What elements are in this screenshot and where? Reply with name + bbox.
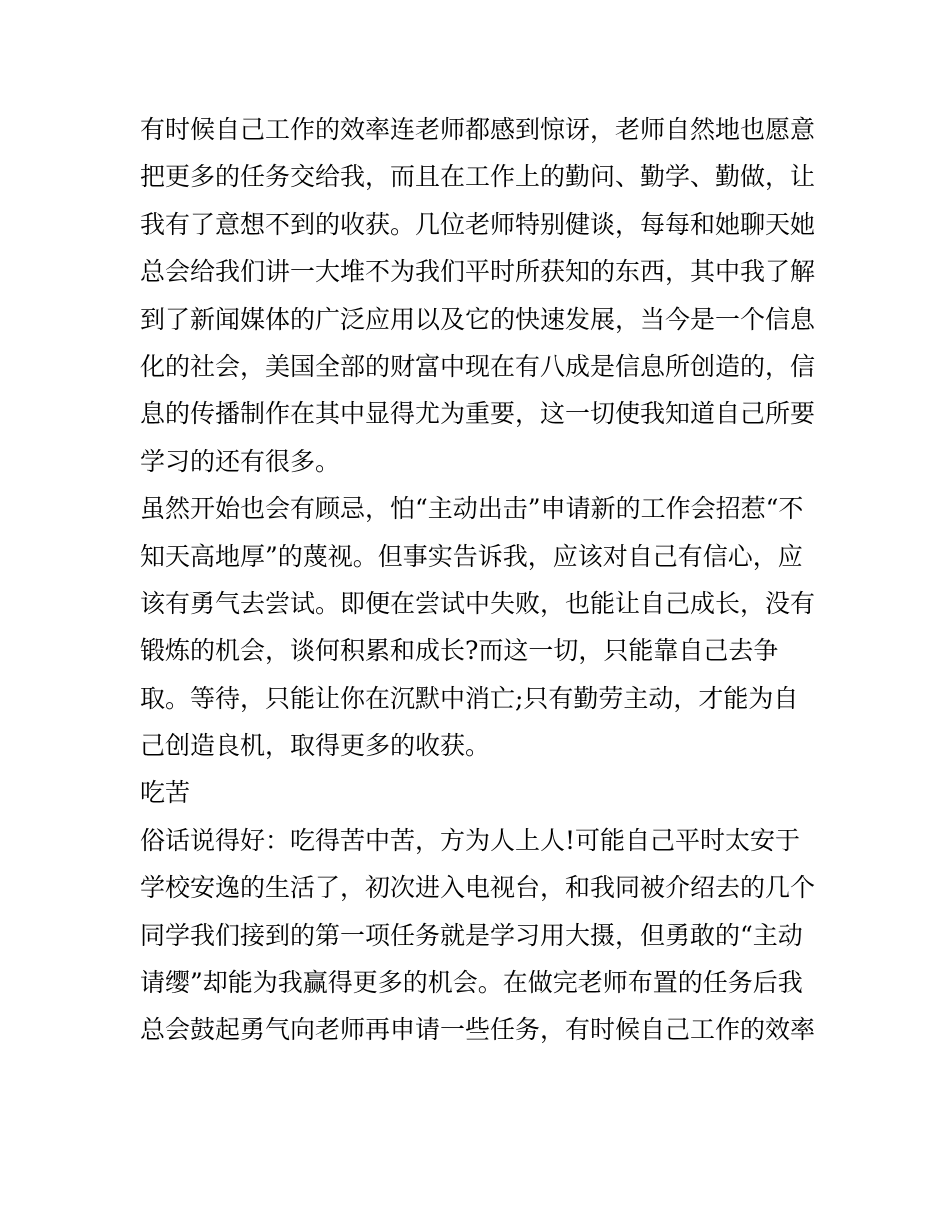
text-line: 我有了意想不到的收获。几位老师特别健谈，每每和她聊天她 xyxy=(140,209,816,239)
text-line: 把更多的任务交给我，而且在工作上的勤问、勤学、勤做，让 xyxy=(140,162,816,192)
text-line: 总会鼓起勇气向老师再申请一些任务，有时候自己工作的效率 xyxy=(140,1015,816,1045)
text-line: 锻炼的机会，谈何积累和成长?而这一切，只能靠自己去争 xyxy=(140,636,779,666)
text-line: 学校安逸的生活了，初次进入电视台，和我同被介绍去的几个 xyxy=(140,873,816,903)
section-heading: 吃苦 xyxy=(140,778,191,808)
text-line: 有时候自己工作的效率连老师都感到惊讶，老师自然地也愿意 xyxy=(140,115,816,144)
document-body xyxy=(140,106,820,1054)
text-line: 息的传播制作在其中显得尤为重要，这一切使我知道自己所要 xyxy=(140,399,816,429)
text-line: 该有勇气去尝试。即便在尝试中失败，也能让自己成长，没有 xyxy=(140,588,816,618)
text-line: 虽然开始也会有顾忌，怕“主动出击”申请新的工作会招惹“不 xyxy=(140,494,804,524)
text-line: 取。等待，只能让你在沉默中消亡;只有勤劳主动，才能为自 xyxy=(140,683,799,713)
text-line: 俗话说得好：吃得苦中苦，方为人上人!可能自己平时太安于 xyxy=(140,825,801,855)
text-line: 同学我们接到的第一项任务就是学习用大摄，但勇敢的“主动 xyxy=(140,920,803,950)
text-line: 学习的还有很多。 xyxy=(140,446,341,476)
text-line: 请缨”却能为我赢得更多的机会。在做完老师布置的任务后我 xyxy=(140,968,803,998)
text-line: 知天高地厚”的蔑视。但事实告诉我，应该对自己有信心，应 xyxy=(140,541,803,571)
text-line: 到了新闻媒体的广泛应用以及它的快速发展，当今是一个信息 xyxy=(140,304,816,334)
text-line: 化的社会，美国全部的财富中现在有八成是信息所创造的，信 xyxy=(140,351,816,381)
text-line: 总会给我们讲一大堆不为我们平时所获知的东西，其中我了解 xyxy=(140,257,816,287)
text-line: 己创造良机，取得更多的收获。 xyxy=(140,731,491,761)
